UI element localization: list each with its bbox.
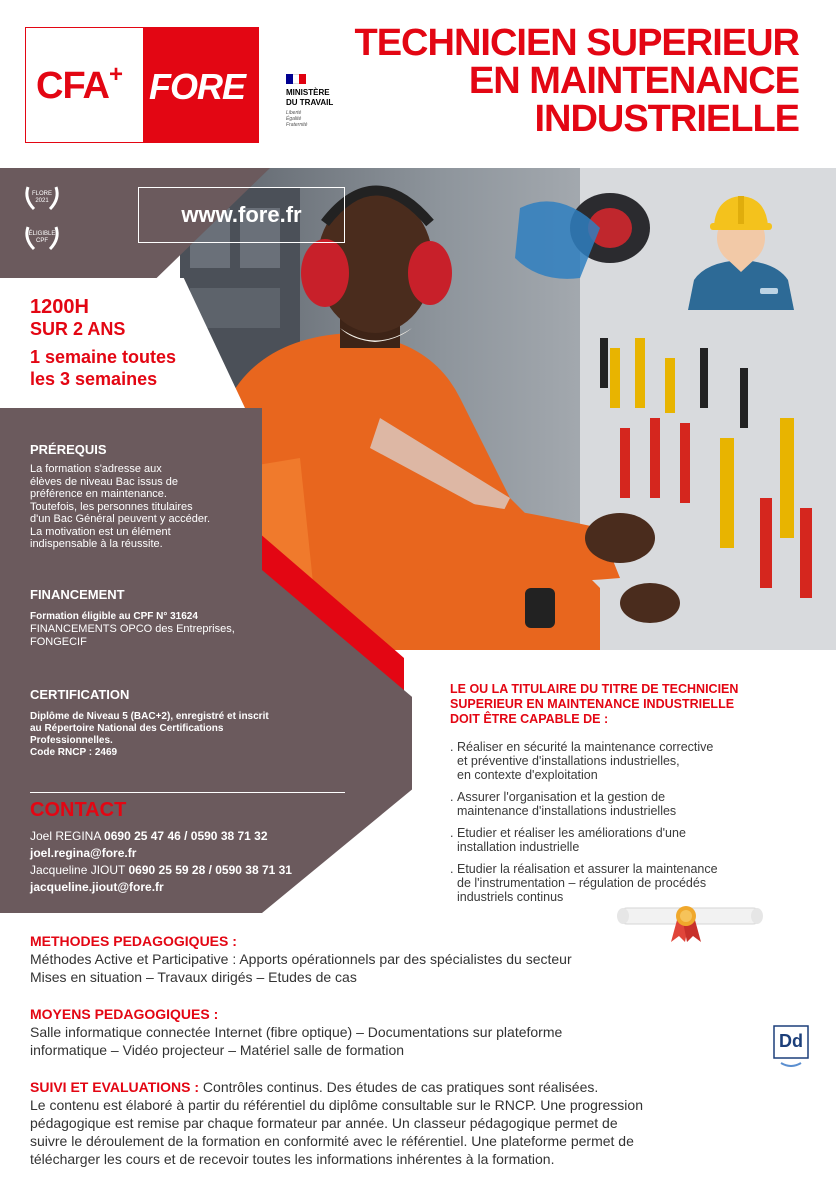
list-item: . Réaliser en sécurité la maintenance corrective et préventive d'installations industrielles, en contexte d'exploitation (450, 740, 714, 782)
financement-section: FINANCEMENT Formation éligible au CPF N° 31624 FINANCEMENTS OPCO des Entreprises, FONGECIF (30, 587, 260, 648)
capabilities-heading: LE OU LA TITULAIRE DU TITRE DE TECHNICIEN SUPERIEUR EN MAINTENANCE INDUSTRIELLE DOIT ÊTRE CAPABLE DE : (450, 682, 739, 726)
moyens-section: MOYENS PEDAGOGIQUES : Salle informatique connectée Internet (fibre optique) – Documentations sur plateforme informatique – Vidéo projecteur – Matériel salle de formation (30, 1005, 750, 1059)
contact-heading: CONTACT (30, 799, 127, 821)
bullet-icon: . (450, 740, 454, 754)
hours-duration: SUR 2 ANS (30, 319, 126, 339)
contact-name-2: Jacqueline JIOUT (30, 863, 126, 877)
suivi-section: SUIVI ET EVALUATIONS : Contrôles continus. Des études de cas pratiques sont réalisées. Le contenu est élaboré à partir du référentiel du diplôme consultable sur le RNCP. Une progression pédagogique est remise par chaque formateur par année. Un classeur pédagogique permet de suivre le déroulement de la formation en conformité avec le référentiel. Une plateforme permet de télécharger les cours et de recevoir toutes les informations inhérentes à la formation. (30, 1079, 643, 1167)
capabilities-list (450, 740, 810, 912)
worker-avatar-icon (686, 190, 796, 310)
bullet-icon: . (450, 862, 454, 876)
award-badge-1: FLORE 2021 (22, 183, 62, 216)
award-badge-2: ÉLIGIBLE CPF (22, 223, 62, 256)
bullet-icon: . (450, 826, 454, 840)
prerequis-heading: PRÉREQUIS (30, 442, 107, 457)
list-item: . Etudier et réaliser les améliorations d'une installation industrielle (450, 826, 686, 854)
ministere-motto-3: Fraternité (286, 122, 308, 128)
contact-details (30, 828, 292, 896)
bullet-icon: . (450, 790, 454, 804)
certification-section: CERTIFICATION Diplôme de Niveau 5 (BAC+2), enregistré et inscrit au Répertoire National des Certifications Professionnelles. Code RNCP : 2469 (30, 687, 340, 759)
website-link[interactable]: www.fore.fr (138, 187, 345, 243)
contact-phones-1[interactable]: 0690 25 47 46 / 0590 38 71 32 (104, 829, 268, 843)
logo-fore: FORE (149, 66, 246, 107)
hours-rhythm-2: les 3 semaines (30, 369, 158, 389)
contact-email-1[interactable]: joel.regina@fore.fr (30, 846, 137, 860)
hours-rhythm-1: 1 semaine toutes (30, 347, 177, 367)
contact-name-1: Joel REGINA (30, 829, 101, 843)
suivi-heading: SUIVI ET EVALUATIONS : (30, 1079, 200, 1095)
prerequis-section: PRÉREQUIS La formation s'adresse aux élèves de niveau Bac issus de préférence en maintenance. Toutefois, les personnes titulaires d'un Bac Général peuvent y accéder. La motivation est un élément indispensable à la réussite. (30, 442, 260, 551)
certification-heading: CERTIFICATION (30, 687, 130, 702)
methodes-section: METHODES PEDAGOGIQUES : Méthodes Active et Participative : Apports opérationnels par des spécialistes du secteur Mises en situation – Travaux dirigés – Etudes de cas (30, 932, 810, 986)
page-title: TECHNICIEN SUPERIEUR EN MAINTENANCE INDUSTRIELLE (354, 22, 799, 140)
moyens-heading: MOYENS PEDAGOGIQUES : (30, 1006, 219, 1022)
datadock-badge: Dd (773, 1025, 809, 1067)
hours-total: 1200H (30, 296, 89, 318)
contact-divider (30, 792, 345, 793)
ministere-motto-2: Égalité (286, 116, 302, 122)
methodes-heading: METHODES PEDAGOGIQUES : (30, 933, 237, 949)
contact-phones-2[interactable]: 0690 25 59 28 / 0590 38 71 31 (128, 863, 292, 877)
contact-email-2[interactable]: jacqueline.jiout@fore.fr (30, 880, 164, 894)
ministere-motto-1: Liberté (286, 110, 302, 116)
ministere-line1: MINISTÈRE (286, 88, 330, 97)
financement-heading: FINANCEMENT (30, 587, 125, 602)
ministere-line2: DU TRAVAIL (286, 98, 334, 107)
logo-cfa: CFA+ (36, 61, 123, 107)
hours-info (30, 296, 176, 390)
list-item: . Etudier la réalisation et assurer la maintenance de l'instrumentation – régulation de procédés industriels continus (450, 862, 718, 904)
list-item: . Assurer l'organisation et la gestion de maintenance d'installations industrielles (450, 790, 677, 818)
